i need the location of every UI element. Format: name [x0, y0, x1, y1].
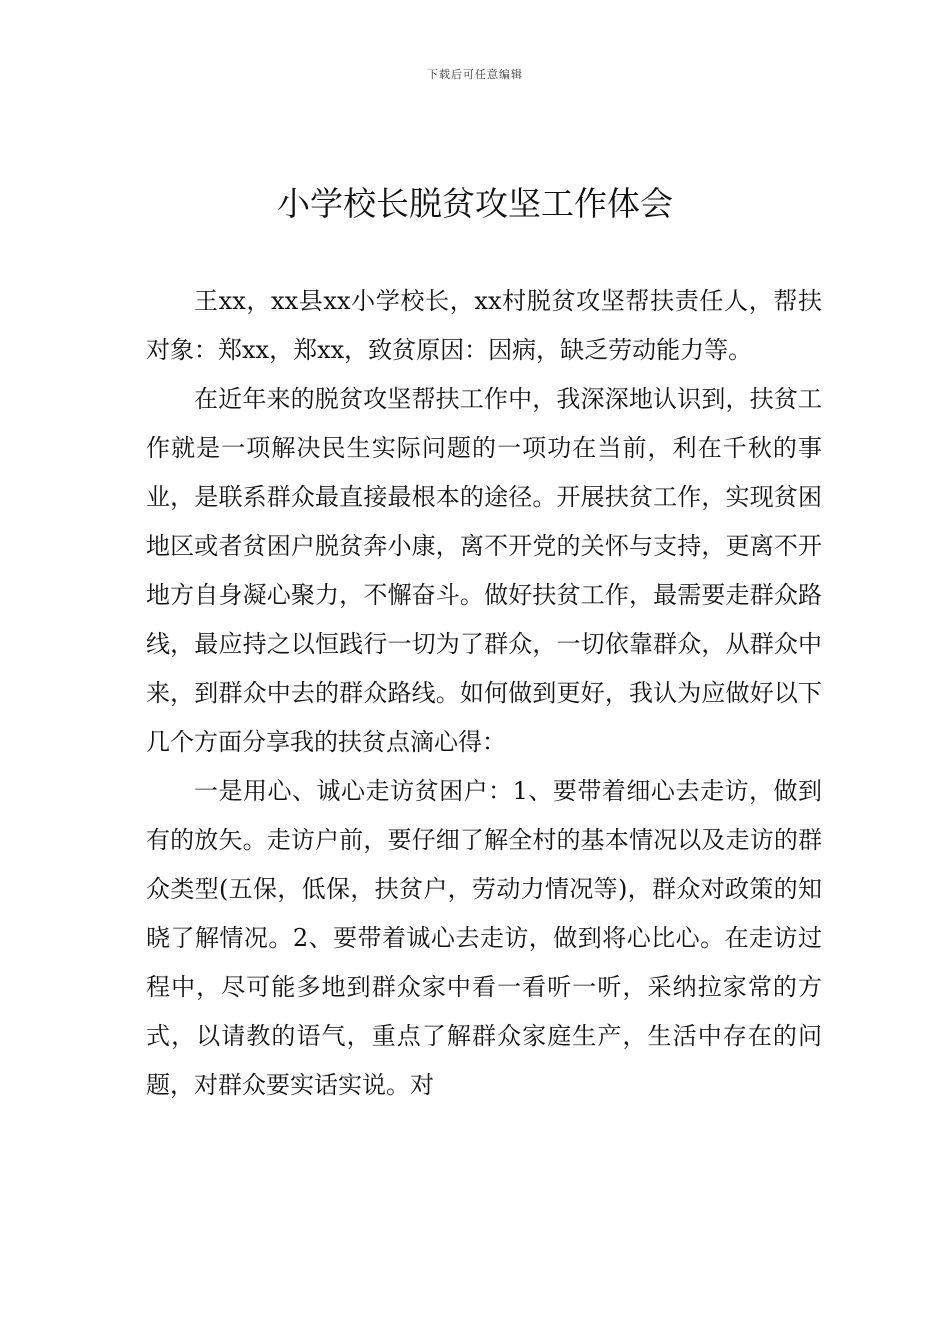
header-note: 下载后可任意编辑: [427, 68, 523, 81]
document-title: 小学校长脱贫攻坚工作体会: [277, 184, 673, 223]
document-body: [146, 277, 822, 1110]
paragraph-1: 王xx，xx县xx小学校长，xx村脱贫攻坚帮扶责任人，帮扶对象：郑xx，郑xx，致贫原因：因病，缺乏劳动能力等。: [146, 287, 822, 364]
paragraph-3: 一是用心、诚心走访贫困户：1、要带着细心去走访，做到有的放矢。走访户前，要仔细了解全村的基本情况以及走访的群众类型(五保，低保，扶贫户，劳动力情况等)，群众对政策的知晓了解情况。2、要带着诚心去走访，做到将心比心。在走访过程中，尽可能多地到群众家中看一看听一听，采纳拉家常的方式，以请教的语气，重点了解群众家庭生产，生活中存在的问题，对群众要实话实说。对: [146, 777, 822, 1099]
paragraph-2: 在近年来的脱贫攻坚帮扶工作中，我深深地认识到，扶贫工作就是一项解决民生实际问题的一项功在当前，利在千秋的事业，是联系群众最直接最根本的途径。开展扶贫工作，实现贫困地区或者贫困户脱贫奔小康，离不开党的关怀与支持，更离不开地方自身凝心聚力，不懈奋斗。做好扶贫工作，最需要走群众路线，最应持之以恒践行一切为了群众，一切依靠群众，从群众中来，到群众中去的群众路线。如何做到更好，我认为应做好以下几个方面分享我的扶贫点滴心得：: [146, 385, 822, 756]
